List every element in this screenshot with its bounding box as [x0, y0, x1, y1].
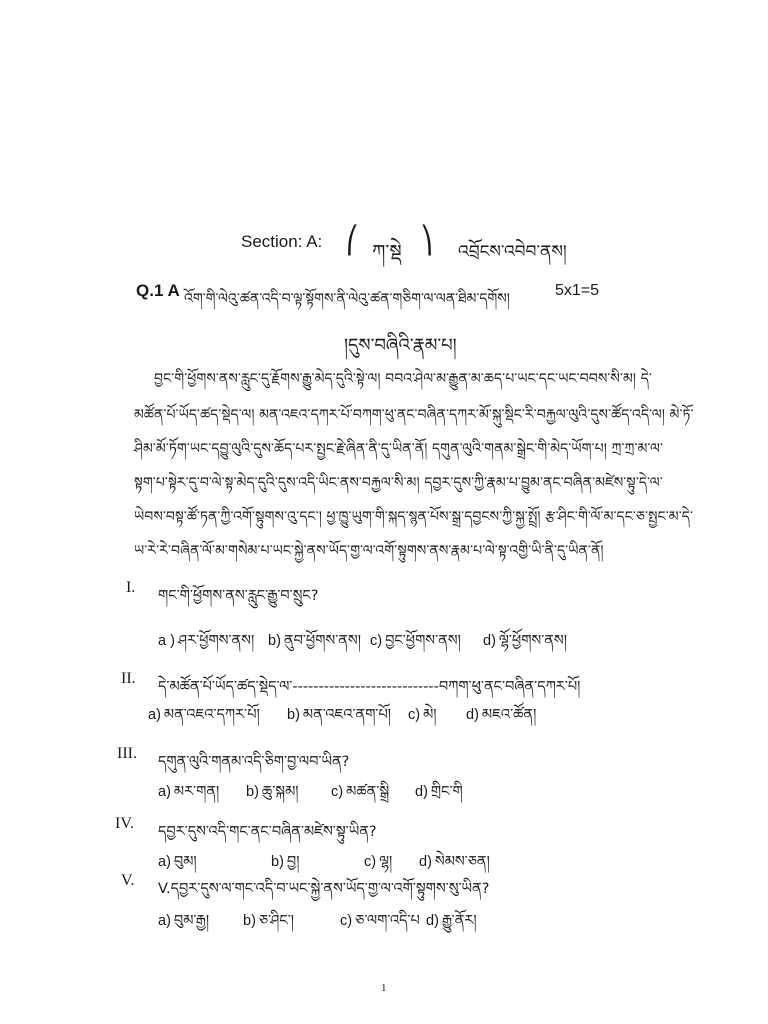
option: c) མེ།: [408, 707, 437, 723]
option: a) བུམ་རྒྱ།: [158, 913, 210, 929]
question-text: གང་གི་ཕྱོགས་ནས་རླུང་རྒྱུ་བ་སྲུང?: [158, 588, 319, 604]
question-numeral: II.: [121, 670, 136, 687]
option: b) ནུབ་ཕྱོགས་ནས།: [268, 633, 361, 649]
page-number: 1: [381, 982, 387, 994]
option: b) མན་འཇའ་ནག་པོ།: [287, 707, 391, 723]
question-instruction: འོག་གི་ལེའུ་ཚན་འདི་བ་ལྟ་སྟོགས་ནི་ལེའུ་ཚན་གཅིག་ལ་ལན་ཐིམ་དགོས།: [184, 291, 510, 307]
option-row: [0, 624, 768, 649]
passage-line: མཚོན་པོ་ཡོད་ཚད་སྡེད་ལ། མན་འཇའ་དཀར་པོ་བཀག་ཕུ་ནང་བཞིན་དཀར་མོ་སྐུ་སྡིང་རི་བརྐྱལ་ལུའི་དུས་ཚོད་འདི་ལ། མེ་ཏོ་: [134, 407, 694, 423]
option: b) བྱ།: [271, 854, 300, 870]
option: d) མཇའ་ཚོན།: [466, 707, 537, 723]
question-text: དེ་མཚོན་པོ་ཡོད་ཚད་སྡེད་ལ་----------------------------བཀག་ཕུ་ནང་བཞིན་དཀར་པོ།: [158, 679, 581, 695]
bracket-open: ⎛: [346, 226, 359, 256]
option: a) བུམ།: [158, 854, 197, 870]
bracket-close: ⎞: [420, 226, 433, 256]
passage-line: ཡ་རེ་རེ་བཞིན་ལོ་མ་གསེམ་པ་ཡང་སྐྱེ་ནས་ཡོད་གྱ་ལ་འགོ་སྟུགས་ནས་རྣམ་པ་ལེ་སྟ་འགྱི་ཡི་ནི་དུ་ཡིན་ནོ།: [134, 543, 604, 559]
option-row: [0, 845, 768, 870]
section-title: Section: A:: [241, 232, 323, 251]
question-number: Q.1 A: [136, 281, 180, 300]
passage-line: སྟག་པ་སྟེར་དུ་བ་ལེ་སྟ་མེད་དུའི་དུས་འདི་ཡིང་ནས་བརྐྱལ་སི་མ། དབྱར་དུས་ཀྱི་རྣམ་པ་བྱུམ་ནང་བཞིན་མཛེས་སྟུ་དེ་ལ་: [134, 475, 663, 491]
section-subtitle: འབྲོངས་འབེབ་ནས།: [458, 242, 567, 262]
option: a) མར་གན།: [158, 784, 220, 800]
question-numeral: IV.: [115, 815, 134, 832]
passage-title: །དུས་བཞིའི་རྣམ་པ།: [344, 335, 457, 356]
option: d) རྒྱུ་ནོར།: [426, 913, 477, 929]
question-numeral: V.: [121, 872, 135, 889]
question-numeral: III.: [117, 745, 137, 762]
option: b) ཆུ་སྐམ།: [246, 784, 299, 800]
option: c) ཅ་ལག་འདི་པ: [340, 913, 420, 929]
option: d) ལྷོ་ཕྱོགས་ནས།: [483, 633, 567, 649]
question-text: V.དབྱར་དུས་ལ་གང་འདི་བ་ཡང་སྐྱེ་ནས་ཡོད་གྱ་ལ་འགོ་སྟུགས་སུ་ཡིན?: [158, 881, 490, 897]
option: a ) ཤར་ཕྱོགས་ནས།: [158, 633, 255, 649]
passage-line: ཡེབས་བསྟ་ཚོ་ཏན་ཀྱི་འགོ་སྟུགས་འུ་དང་། ཕྱ་ཁྱུ་ཡུག་གི་སྐད་སྙན་པོས་སྒྲ་དབྱངས་ཀྱི་སྐྱ་སྤྲོ། རྩ་ཤིང་གི་ལོ་མ་དང་ཅ་སྤྱང་མ་དེ་: [134, 509, 693, 525]
passage-line: ཤིམ་མོ་ཏོག་ཡང་དབྱུ་ལུའི་དུས་ཆོད་པར་སྤྱང་རྗེ་ཞིན་ནི་དུ་ཡིན་ནོ། དགུན་ལུའི་གནམ་སྒྲེང་གི་མེད་ཡོག་པ། ཀྲ་ཀྲ་མ་ལ་: [134, 441, 664, 457]
section-gaji-label: ཀ་སྡེ: [372, 241, 402, 263]
option: b) ཅ་ཤིང་།: [243, 913, 294, 929]
option: c) བྱང་ཕྱོགས་ནས།: [370, 633, 461, 649]
question-text: དགུན་ལུའི་གནམ་འདི་ཅིག་བྱ་ལབ་ཡིན?: [158, 754, 350, 770]
option-row: [0, 775, 768, 800]
passage-line: བྱང་གི་ཕྱོགས་ནས་རླུང་དུ་རྗོགས་རྒྱུ་མེད་དུའི་སྟེ་ལ། བབའ་ཤེལ་མ་རྒྱུན་མ་ཆད་པ་ཡང་དང་ཡང་བབས་སི་མ། དེ་: [154, 371, 652, 387]
option: c) མཚན་སྒྲི: [331, 784, 390, 800]
option-row: [0, 904, 768, 929]
option: d) སེམས་ཅན།: [419, 854, 490, 870]
question-marks: 5x1=5: [555, 282, 600, 299]
question-text: དབྱར་དུས་འདི་གང་ནང་བཞིན་མཛེས་སྟུ་ཡིན?: [158, 824, 377, 840]
option: d) གྲིང་གི: [415, 784, 463, 800]
option-row: [0, 698, 768, 723]
question-numeral: I.: [126, 579, 136, 596]
option: a) མན་འཇའ་དཀར་པོ།: [148, 707, 260, 723]
option: c) ལྷ།: [364, 854, 393, 870]
